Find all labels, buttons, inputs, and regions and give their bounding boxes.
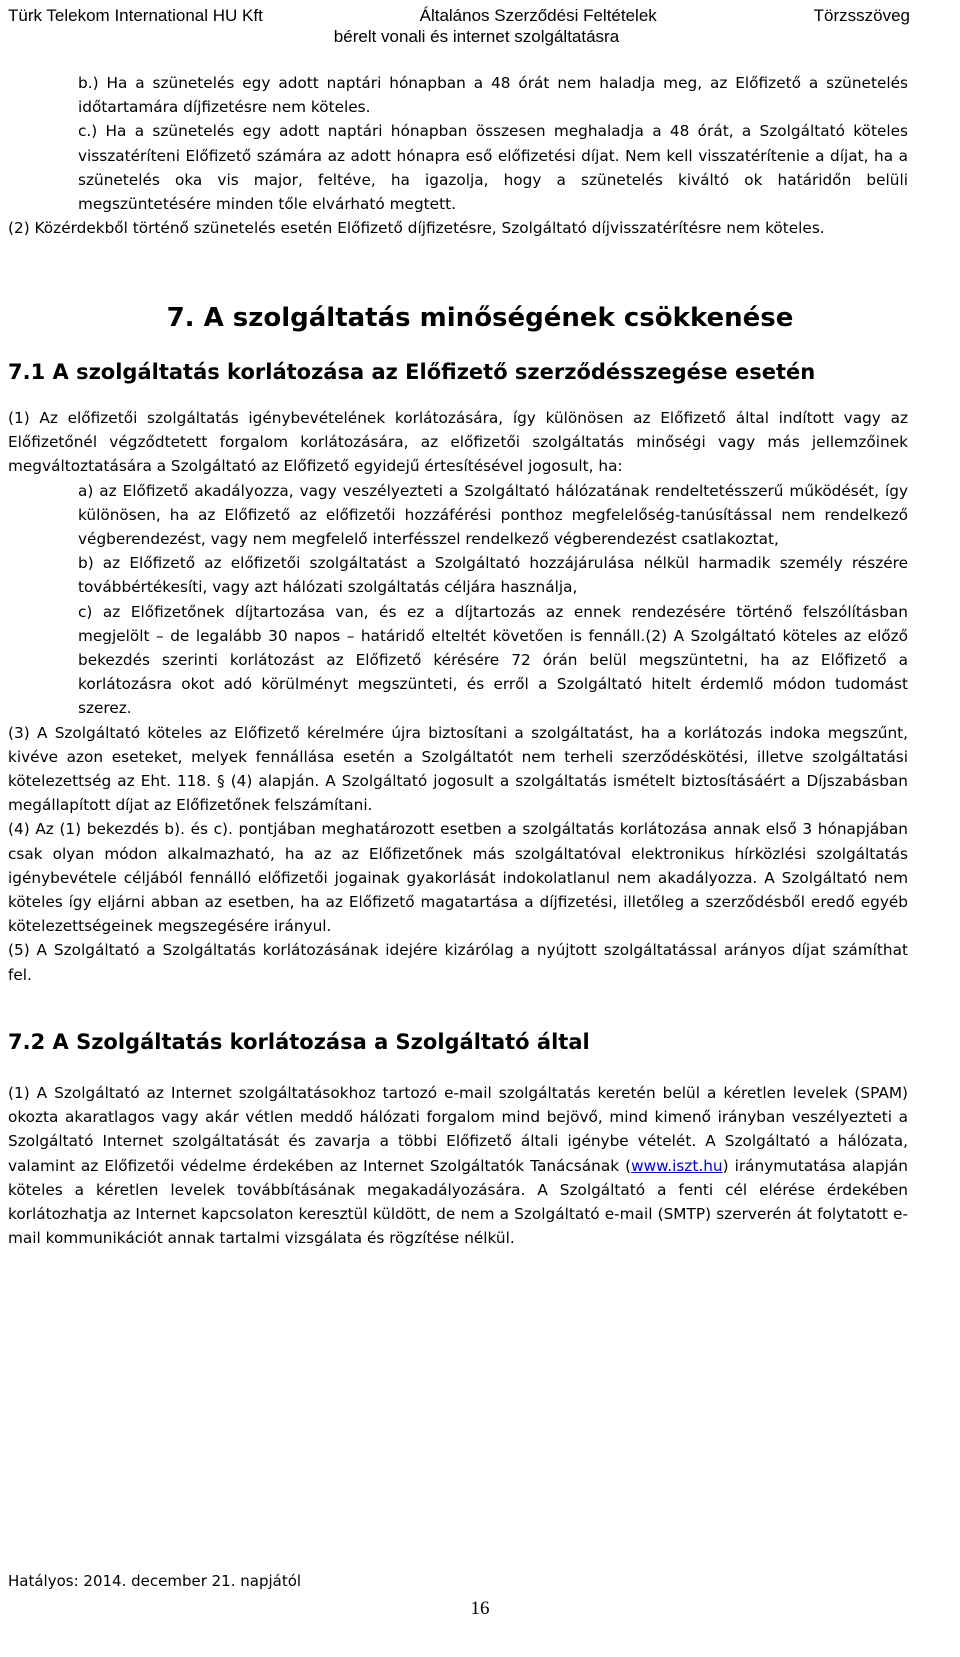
page-number: 16: [470, 1598, 490, 1619]
s71-item-c: c) az Előfizetőnek díjtartozása van, és ez a díjtartozás az ennek rendezésére történő felszólításban megjelölt – de legalább 30 napos – határidő elteltét követően is fennáll.(2) A Szolgáltató köteles az előző bekezdés szerinti korlátozást az Előfizető kérésére 72 órán belül megszüntetni, ha az Előfizető a korlátozásra okot adó körülményt megszünteti, és erről a Szolgáltató hitelt érdemlő módon tudomást szerez.: [78, 602, 908, 718]
header-section: Törzsszöveg: [813, 6, 910, 25]
s71-paragraph-3: (3) A Szolgáltató köteles az Előfizető kérelmére újra biztosítani a szolgáltatást, ha a korlátozás indoka megszűnt, kivéve azon eseteket, melyek fennállása esetén a Szolgáltatót nem terheli szerződéskötési, illetve szolgáltatási kötelezettség az Eht. 118. § (4) alapján. A Szolgáltató jogosult a szolgáltatás ismételt biztosításáért a Díjszabásban megállapított díjat az Előfizetőnek felszámítani.: [8, 723, 908, 815]
header-company: Türk Telekom International HU Kft: [8, 6, 263, 25]
s72-text-after-link: ) iránymutatása alapján köteles a kéretlen levelek továbbításának megakadályozására. A Szolgáltató a fenti cél elérése érdekében korlátozhatja az Internet kapcsolaton keresztül küldött, de nem a Szolgáltató e-mail (SMTP) szerverén át folytatott e-mail kommunikációt annak tartalmi vizsgálata és rögzítése nélkül.: [8, 1156, 908, 1248]
s71-paragraph-1: (1) Az előfizetői szolgáltatás igénybevételének korlátozására, így különösen az Előfizető által indított vagy az Előfizetőnél végződtetett forgalom korlátozására, az előfizetői szolgáltatás minőségi vagy más jellemzőinek megváltoztatására a Szolgáltató az Előfizető egyidejű értesítésével jogosult, ha:: [8, 409, 908, 476]
iszt-link[interactable]: www.iszt.hu: [631, 1156, 723, 1175]
header-subtitle: bérelt vonali és internet szolgáltatásra: [333, 27, 620, 46]
paragraph-2: (2) Közérdekből történő szünetelés esetén Előfizető díjfizetésre, Szolgáltató díjvisszatérítésre nem köteles.: [8, 219, 825, 238]
section-7-1-body: [8, 406, 908, 987]
section-7-2-body: [8, 1081, 908, 1250]
section-7-1-title: 7.1 A szolgáltatás korlátozása az Előfizető szerződésszegése esetén: [8, 360, 816, 384]
s72-text-before-link: (1) A Szolgáltató az Internet szolgáltatásokhoz tartozó e-mail szolgáltatás keretén belül a kéretlen levelek (SPAM) okozta akaratlagos vagy akár vétlen meddő hálózati forgalom mind bejövő, mind kimenő irányban veszélyezteti a Szolgáltató Internet szolgáltatását és zavarja a többi Előfizető általi igénybe vételét. A Szolgáltató a hálózata, valamint az Előfizetői védelme érdekében az Internet Szolgáltatók Tanácsának (: [8, 1084, 908, 1175]
section-7-2-title: 7.2 A Szolgáltatás korlátozása a Szolgáltató által: [8, 1030, 590, 1054]
paragraph-b: b.) Ha a szünetelés egy adott naptári hónapban a 48 órát nem haladja meg, az Előfizető a szünetelés időtartamára díjfizetésre nem köteles.: [78, 74, 908, 117]
top-paragraphs: [8, 71, 908, 240]
s71-paragraph-5: (5) A Szolgáltató a Szolgáltatás korlátozásának idejére kizárólag a nyújtott szolgáltatással arányos díjat számíthat fel.: [8, 941, 908, 984]
header-doc-type: Általános Szerződési Feltételek: [419, 6, 657, 25]
s71-paragraph-4: (4) Az (1) bekezdés b). és c). pontjában meghatározott esetben a szolgáltatás korlátozása annak első 3 hónapjában csak olyan módon alkalmazható, ha az az Előfizetőnek más szolgáltatóval elektronikus hírközlési szolgáltatás igénybevétele céljából fennálló előfizetői jogainak gyakorlását indokolatlanul nem akadályozza. A Szolgáltató nem köteles így eljárni abban az esetben, ha az Előfizető magatartása a díjfizetési, illetőleg a szerződésből eredő egyéb kötelezettségeinek megszegésére irányul.: [8, 820, 908, 936]
s71-item-b: b) az Előfizető az előfizetői szolgáltatást a Szolgáltató hozzájárulása nélkül harmadik személy részére továbbértékesíti, vagy azt hálózati szolgáltatás céljára használja,: [78, 554, 908, 597]
page-header: [8, 5, 910, 47]
s71-item-a: a) az Előfizető akadályozza, vagy veszélyezteti a Szolgáltató hálózatának rendeltetésszerű működését, így különösen, ha az Előfizető az előfizetői hozzáférési ponthoz megfelelőség-tanúsítással nem rendelkező végberendezést, vagy nem megfelelő interfésszel rendelkező végberendezést csatlakoztat,: [78, 481, 908, 549]
paragraph-c: c.) Ha a szünetelés egy adott naptári hónapban összesen meghaladja a 48 órát, a Szolgáltató köteles visszatéríteni Előfizető számára az adott hónapra eső előfizetési díjat. Nem kell visszatérítenie a díjat, ha a szünetelés oka vis major, feltéve, ha igazolja, hogy a szünetelés kiváltó ok határidőn belüli megszüntetésére minden tőle elvárható megtett.: [78, 122, 908, 214]
effective-date: Hatályos: 2014. december 21. napjától: [8, 1572, 302, 1590]
chapter-title: 7. A szolgáltatás minőségének csökkenése: [166, 303, 794, 333]
s72-paragraph-1: [8, 1081, 908, 1250]
